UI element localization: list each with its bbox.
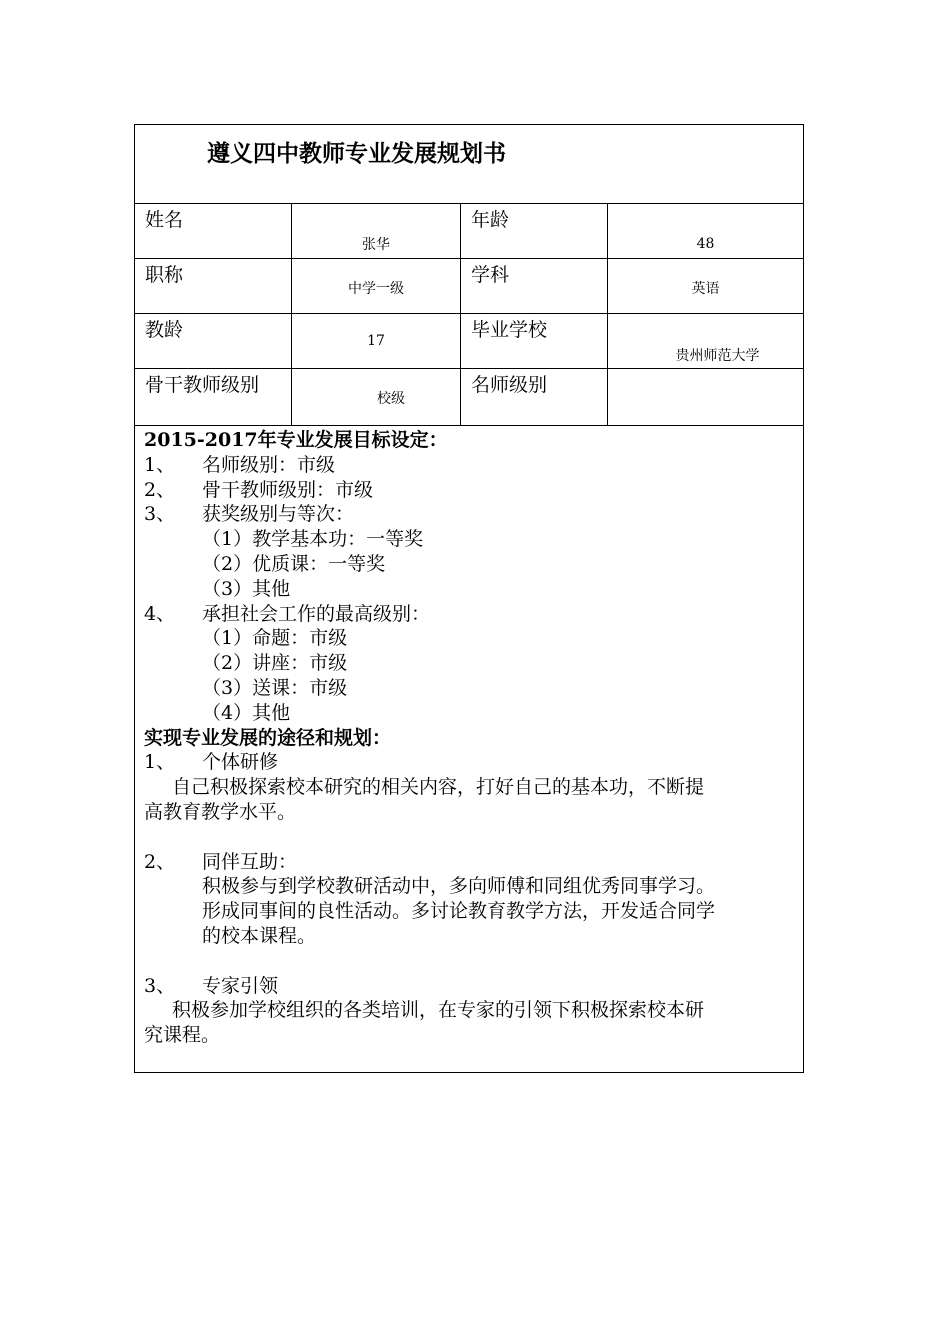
award-item: （2）优质课：一等奖 <box>202 552 386 575</box>
label-age: 年龄 <box>471 209 510 231</box>
path-text: 形成同事间的良性活动。多讨论教育教学方法，开发适合同学 <box>202 900 716 923</box>
value-age: 48 <box>696 236 715 252</box>
path-text: 高教育教学水平。 <box>144 800 297 823</box>
goal-item: 2、 骨干教师级别：市级 <box>144 478 374 501</box>
label-famous-teacher-level: 名师级别 <box>471 374 548 396</box>
label-name: 姓名 <box>145 209 184 231</box>
work-item: （1）命题：市级 <box>202 627 348 650</box>
info-row <box>135 369 803 426</box>
label-subject: 学科 <box>471 264 510 286</box>
value-school: 贵州师范大学 <box>675 348 760 364</box>
path-text: 自己积极探索校本研究的相关内容，打好自己的基本功，不断提 <box>172 776 705 799</box>
path-item: 3、 专家引领 <box>144 974 279 997</box>
paths-heading: 实现专业发展的途径和规划： <box>144 726 392 749</box>
work-item: （3）送课：市级 <box>202 676 348 699</box>
value-subject: 英语 <box>691 281 720 297</box>
label-key-teacher-level: 骨干教师级别 <box>145 374 260 396</box>
info-row <box>135 259 803 314</box>
path-text: 积极参加学校组织的各类培训，在专家的引领下积极探索校本研 <box>172 999 705 1022</box>
label-title: 职称 <box>145 264 184 286</box>
label-school: 毕业学校 <box>471 319 548 341</box>
path-text: 积极参与到学校教研活动中，多向师傅和同组优秀同事学习。 <box>202 875 716 898</box>
plan-body <box>144 428 797 1048</box>
goal-item: 3、 获奖级别与等次： <box>144 503 355 526</box>
value-name: 张华 <box>362 237 390 253</box>
path-item: 1、 个体研修 <box>144 751 279 774</box>
document-title: 遵义四中教师专业发展规划书 <box>207 140 506 167</box>
value-title: 中学一级 <box>348 281 404 297</box>
work-item: （2）讲座：市级 <box>202 652 348 675</box>
plan-form <box>134 124 804 1073</box>
award-item: （1）教学基本功：一等奖 <box>202 528 424 551</box>
path-text: 的校本课程。 <box>202 924 317 947</box>
work-item: （4）其他 <box>202 701 291 724</box>
title-row <box>135 125 803 204</box>
path-item: 2、 同伴互助： <box>144 850 298 873</box>
award-item: （3）其他 <box>202 577 291 600</box>
goals-heading: 2015-2017年专业发展目标设定： <box>144 429 448 451</box>
info-row <box>135 314 803 369</box>
value-key-teacher-level: 校级 <box>377 391 405 407</box>
info-table <box>135 204 803 426</box>
goal-item: 1、 名师级别：市级 <box>144 453 336 476</box>
goal-item: 4、 承担社会工作的最高级别： <box>144 602 431 625</box>
path-text: 究课程。 <box>144 1024 221 1047</box>
value-teaching-years: 17 <box>367 333 385 349</box>
info-row <box>135 204 803 259</box>
label-teaching-years: 教龄 <box>145 319 184 341</box>
